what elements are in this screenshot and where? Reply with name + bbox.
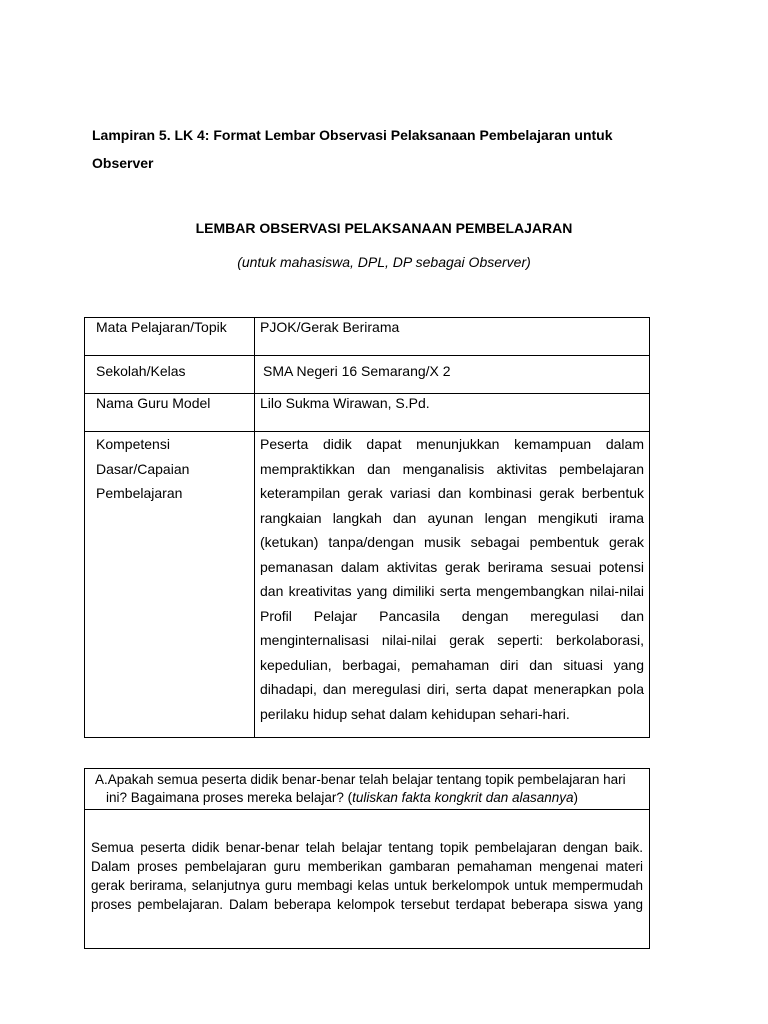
document-title: LEMBAR OBSERVASI PELAKSANAAN PEMBELAJARAN xyxy=(195,220,573,236)
competency-label: Kompetensi Dasar/Capaian Pembelajaran xyxy=(96,436,190,501)
answer-line: Dalam proses pembelajaran guru memberikan gambaran pemahaman mengenai materi xyxy=(91,859,643,874)
school-label: Sekolah/Kelas xyxy=(96,363,186,379)
teacher-label: Nama Guru Model xyxy=(96,395,211,411)
subject-value: PJOK/Gerak Berirama xyxy=(260,319,400,335)
answer-cell xyxy=(85,810,650,949)
answer-row xyxy=(85,810,650,949)
school-value: SMA Negeri 16 Semarang/X 2 xyxy=(263,363,451,379)
question-row xyxy=(85,769,650,810)
subject-label: Mata Pelajaran/Topik xyxy=(96,319,227,335)
answer-line: proses pembelajaran. Dalam beberapa kelompok tersebut terdapat beberapa siswa yang xyxy=(91,897,643,912)
competency-value: Peserta didik dapat menunjukkan kemampuan dalam mempraktikkan dan menganalisis aktivitas pembelajaran keterampilan gerak variasi dan kombinasi gerak berbentuk rangkaian langkah dan ayunan lengan mengikuti irama (ketukan) tanpa/dengan musik sebagai pembentuk gerak pemanasan dalam aktivitas gerak berirama sesuai potensi dan kreativitas yang dimiliki serta mengembangkan nilai-nilai Profil Pelajar Pancasila dengan meregulasi dan menginternalisasi nilai-nilai gerak seperti: berkolaborasi, kepedulian, berbagai, pemahaman diri dan situasi yang dihadapi, dan meregulasi diri, serta dapat menerapkan pola perilaku hidup sehat dalam kehidupan sehari-hari. xyxy=(260,436,644,722)
lesson-info-table xyxy=(84,317,650,738)
observation-table xyxy=(84,768,650,949)
question-line-1: A.Apakah semua peserta didik benar-benar telah belajar tentang topik pembelajaran hari xyxy=(95,772,626,787)
answer-line: Semua peserta didik benar-benar telah belajar tentang topik pembelajaran dengan baik. xyxy=(91,840,643,855)
answer-line: gerak berirama, selanjutnya guru membagi kelas untuk berkelompok untuk mempermudah xyxy=(91,878,643,893)
table-row-teacher xyxy=(85,394,650,432)
question-instruction: tuliskan fakta kongkrit dan alasannya xyxy=(352,790,574,805)
appendix-heading: Lampiran 5. LK 4: Format Lembar Observasi Pelaksanaan Pembelajaran untuk Observer xyxy=(92,127,613,171)
question-line-2: ini? Bagaimana proses mereka belajar? (tuliskan fakta kongkrit dan alasannya) xyxy=(106,790,579,805)
teacher-value: Lilo Sukma Wirawan, S.Pd. xyxy=(260,395,430,411)
table-row-competency xyxy=(85,432,650,738)
table-row-subject xyxy=(85,318,650,356)
question-cell xyxy=(85,769,650,810)
table-row-school xyxy=(85,356,650,394)
document-subtitle: (untuk mahasiswa, DPL, DP sebagai Observer) xyxy=(237,254,531,270)
